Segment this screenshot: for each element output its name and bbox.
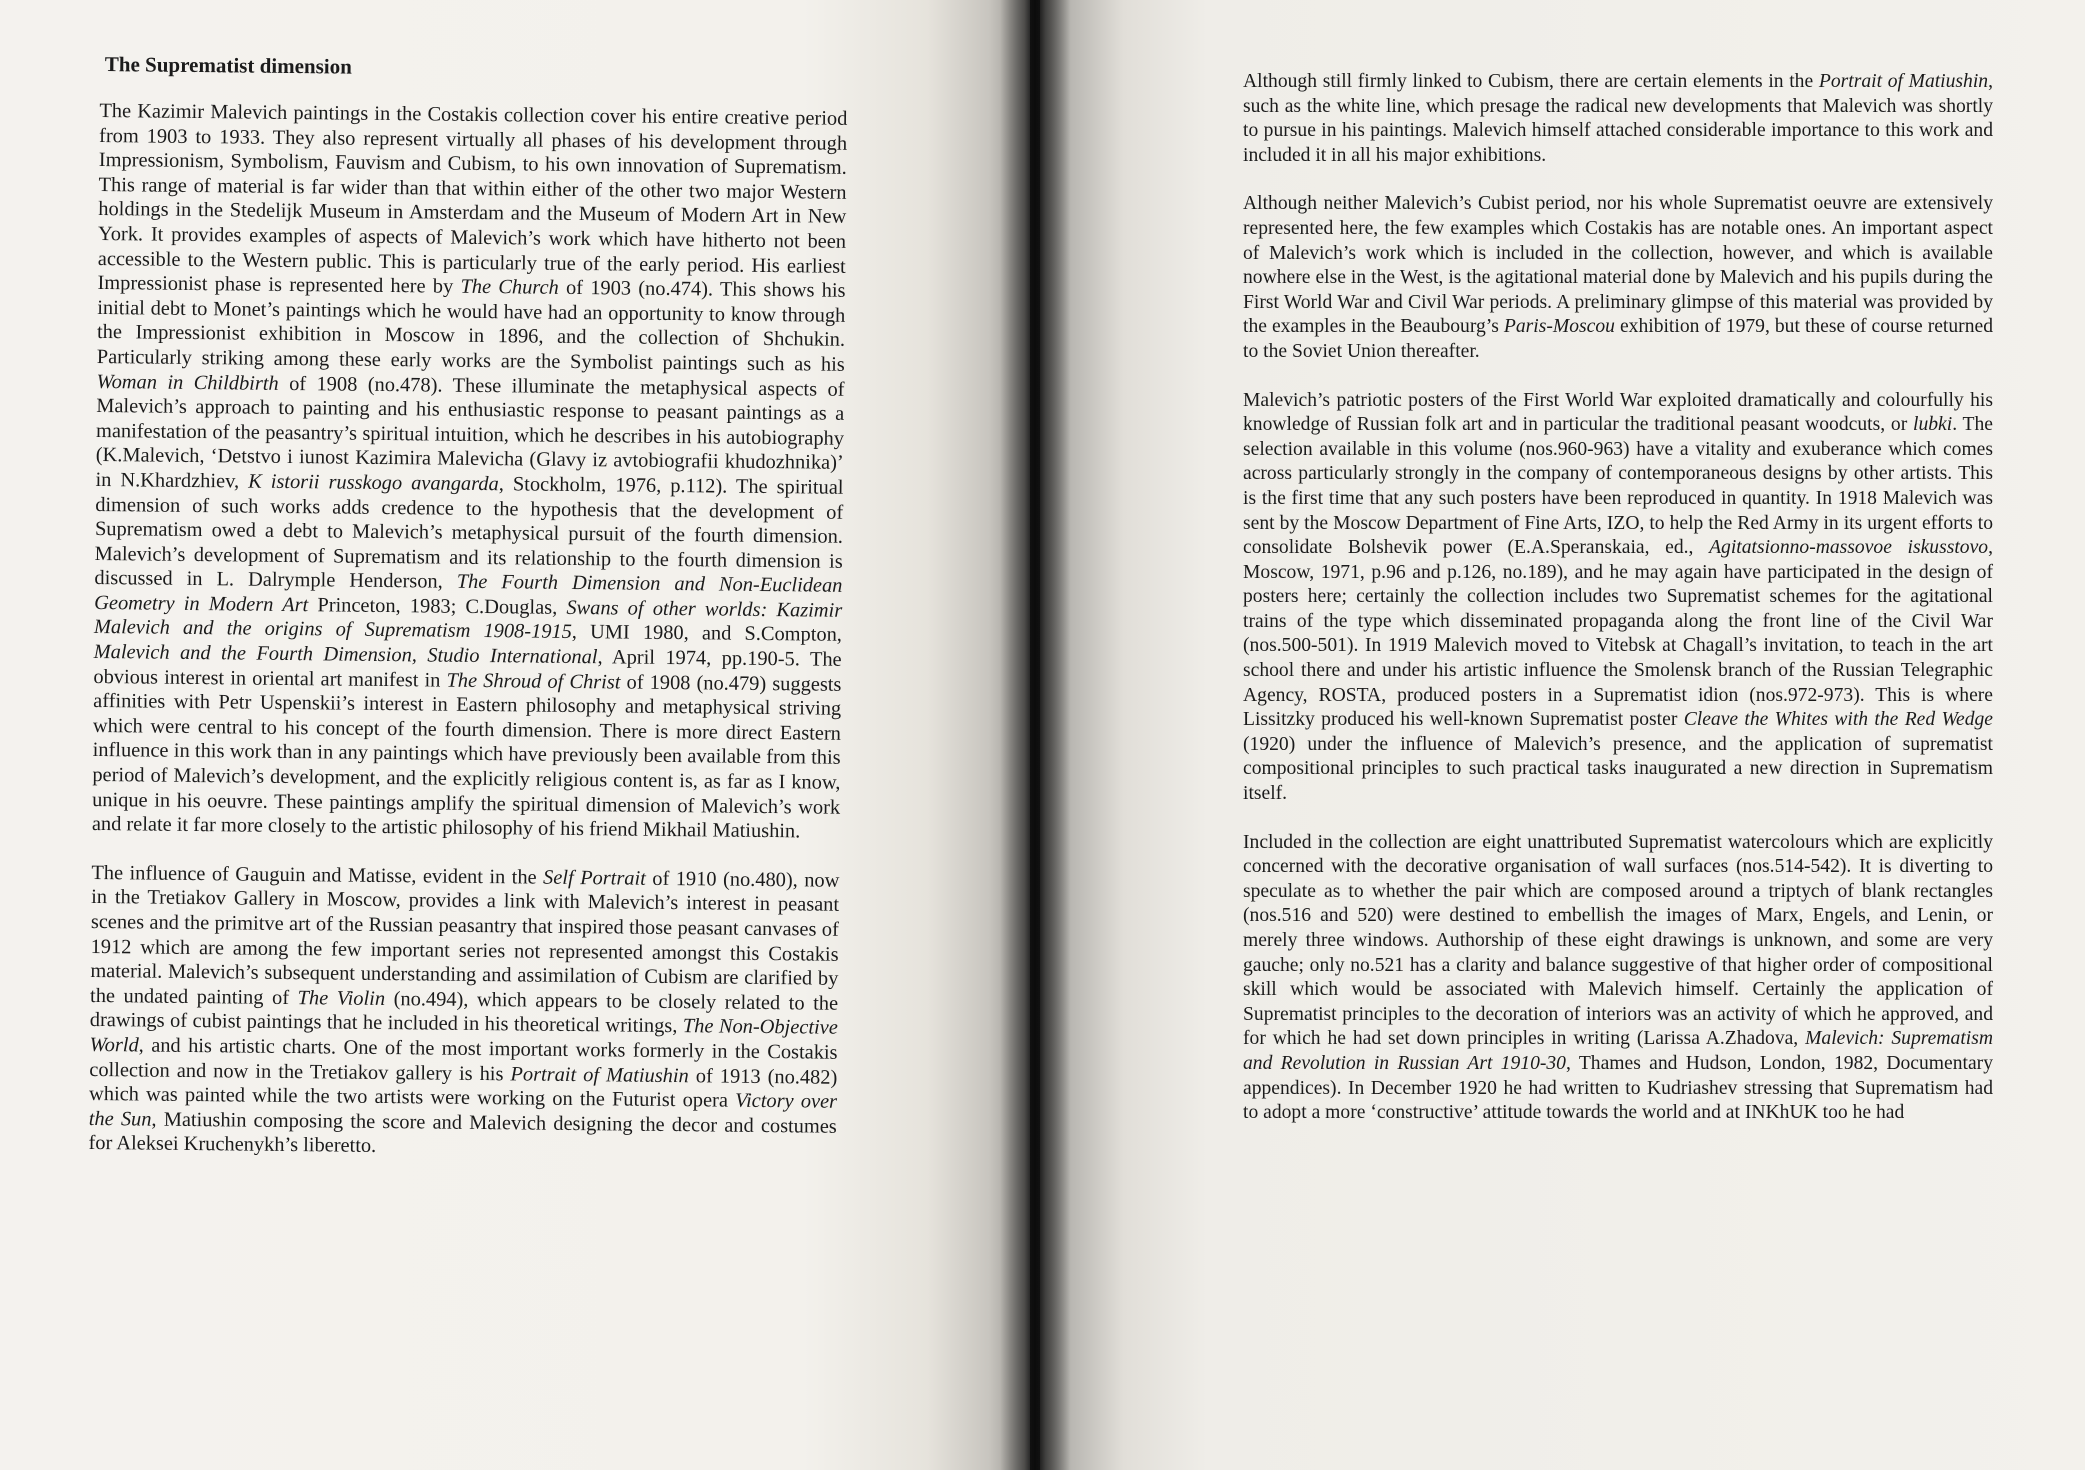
paragraph xyxy=(1243,389,1993,807)
paragraph xyxy=(1243,192,1993,364)
book-gutter xyxy=(1000,0,1070,1470)
text-run: . The selection available in this volume (nos.960-963) have a vitality and exuberance which comes across particularly strongly in the company of contemporaneous designs by other artists. This is the first time that any such posters have been reproduced in quantity. In 1918 Malevich was sent by the Moscow Department of Fine Arts, IZO, to help the Red Army in its urgent efforts to consolidate Bolshevik power (E.A.Speranskaia, ed., xyxy=(1243,414,1994,559)
text-run: , such as the white line, which presage the radical new developments that Malevich was shortly to pursue in his paintings. Malevich himself attached considerable importance to this work and included it in all his major exhibitions. xyxy=(1243,71,1993,166)
italic-title: lubki xyxy=(1913,414,1953,436)
text-run: , UMI 1980, and S.Compton, xyxy=(571,621,843,647)
text-run: , Matiushin composing the score and Malevich designing the decor and costumes for Aleksei Kruchenykh’s liberetto. xyxy=(88,1108,837,1158)
paragraph xyxy=(88,861,839,1164)
italic-title: Self Portrait xyxy=(542,866,646,890)
text-run: Included in the collection are eight unattributed Suprematist watercolours which are explicitly concerned with the decorative organisation of wall surfaces (nos.514-542). It is diverting to speculate as to whether the pair which are composed around a triptych of blank rectangles (nos.516 and 520) were destined to embellish the images of Marx, Engels, and Lenin, or merely three windows. Authorship of these eight drawings is unknown, and some are very gauche; only no.521 has a clarity and balance suggestive of that higher order of compositional skill which would be associated with Malevich himself. Certainly the application of Suprematist principles to the decoration of interiors was an activity of which he approved, and for which he had set down principles in writing (Larissa A.Zhadova, xyxy=(1243,831,1993,1050)
italic-title: Agitatsionno-massovoe iskusstovo xyxy=(1709,537,1989,559)
italic-title: The Non-Objective World xyxy=(89,1015,838,1057)
text-run: exhibition of 1979, but these of course returned to the Soviet Union thereafter. xyxy=(1243,316,1993,362)
text-run: The influence of Gauguin and Matisse, evident in the xyxy=(91,861,544,889)
italic-title: The Fourth Dimension and Non-Euclidean Geometry in Modern Art xyxy=(94,571,843,617)
italic-title: Portrait of Matiushin xyxy=(1818,71,1989,92)
italic-title: The Shroud of Christ xyxy=(446,669,621,694)
text-run: Although neither Malevich’s Cubist period, nor his whole Suprematist oeuvre are extensively represented here, the few examples which Costakis has are notable ones. An important aspect of Malevich’s work which is included in the collection, however, and which is available nowhere else in the West, is the agitational material done by Malevich and his pupils during the First World War and Civil War periods. A preliminary glimpse of this material was provided by the examples in the Beaubourg’s xyxy=(1243,193,1993,338)
text-run: (1920) under the influence of Malevich’s presence, and the application of suprematist compositional principles to such practical tasks inaugurated a new direction in Suprematism itself. xyxy=(1243,733,1993,805)
left-text-column xyxy=(88,52,848,1188)
italic-title: Swans of other worlds: Kazimir Malevich and the origins of Suprematism 1908-1915 xyxy=(93,596,843,644)
left-page xyxy=(0,0,1030,1470)
text-run: , Thames and Hudson, London, 1982, Documentary appendices). In December 1920 he had written to Kudriashev stressing that Suprematism had to adopt a more ‘constructive’ attitude towards the world and at INKhUK too he had xyxy=(1243,1052,1993,1124)
text-run: , Stockholm, 1976, p.112). The spiritual dimension of such works adds credence to the hypothesis that the development of Suprematism owed a debt to Malevich’s metaphysical pursuit of the fourth dimension. Malevich’s development of Suprematism and its relationship to the fourth dimension is discussed in L. Dalrymple Henderson, xyxy=(94,473,844,594)
paragraph xyxy=(1243,70,1993,168)
text-run: , and his artistic charts. One of the most important works formerly in the Costakis collection and now in the Tretiakov gallery is his xyxy=(89,1034,838,1085)
italic-title: Malevich: Suprematism and Revolution in Russian Art 1910-30 xyxy=(1243,1028,1993,1074)
italic-title: The Church xyxy=(460,275,559,299)
text-run: of 1908 (no.478). These illuminate the metaphysical aspects of Malevich’s approach to painting and his enthusiastic response to peasant paintings as a manifestation of the peasantry’s spiritual intuition, which he describes in his autobiography (K.Malevich, ‘Detstvo i iunost Kazimira Malevicha (Glavy iz avtobiografii khudozhnika)’ in N.Khardzhiev, xyxy=(95,372,845,493)
text-run: , Moscow, 1971, p.96 and p.126, no.189), and he may again have participated in the design of posters here; certainly the collection includes two Suprematist schemes for the agitational trains of the type which disseminated propaganda along the front line of the Civil War (nos.500-501). In 1919 Malevich moved to Vitebsk at Chagall’s invitation, to teach in the art school there and under his artistic influence the Smolensk branch of the Russian Telegraphic Agency, ROSTA, produced posters in a Suprematist idion (nos.972-973). This is where Lissitzky produced his well-known Suprematist poster xyxy=(1243,537,1993,731)
text-run: Princeton, 1983; C.Douglas, xyxy=(308,594,567,619)
italic-title: Portrait of Matiushin xyxy=(510,1062,689,1087)
right-text-column xyxy=(1243,70,1993,1150)
italic-title: Cleave the Whites with the Red Wedge xyxy=(1683,709,1993,731)
italic-title: The Violin xyxy=(297,986,386,1010)
right-paragraphs xyxy=(1243,70,1993,1126)
italic-title: K istorii russkogo avangarda xyxy=(248,470,499,496)
text-run: of 1903 (no.474). This shows his initial debt to Monet’s paintings which he would have had an opportunity to know through the Impressionist exhibition in Moscow in 1896, and the collection of Shchukin. Particularly striking among these early works are the Symbolist paintings such as his xyxy=(96,276,846,376)
text-run: of 1910 (no.480), now in the Tretiakov Gallery in Moscow, provides a link with Malevich’s interest in peasant scenes and the primitve art of the Russian peasantry that inspired those peasant canvases of 1912 which are among the few important series not represented amongst this Costakis material. Malevich’s subsequent understanding and assimilation of Cubism are clarified by the undated painting of xyxy=(90,867,840,1009)
italic-title: Woman in Childbirth xyxy=(96,370,279,395)
text-run: Although still firmly linked to Cubism, there are certain elements in the xyxy=(1243,71,1819,92)
text-run: of 1913 (no.482) which was painted while the two artists were working on the Futurist opera xyxy=(88,1064,838,1112)
italic-title: Paris-Moscou xyxy=(1503,316,1615,338)
left-paragraphs xyxy=(88,99,847,1164)
paragraph xyxy=(92,99,848,845)
text-run: Malevich’s patriotic posters of the First World War exploited dramatically and colourfully his knowledge of Russian folk art and in particular the traditional peasant woodcuts, or xyxy=(1243,389,1993,436)
text-run: (no.494), which appears to be closely related to the drawings of cubist paintings that he included in his theoretical writings, xyxy=(89,987,839,1038)
text-run: The Kazimir Malevich paintings in the Costakis collection cover his entire creative period from 1903 to 1933. They also represent virtually all phases of his development through Impressionism, Symbolism, Fauvism and Cubism, to his own innovation of Suprematism. This range of material is far wider than that within either of the other two major Western holdings in the Stedelijk Museum in Amsterdam and the Museum of Modern Art in New York. It provides examples of aspects of Malevich’s work which have hitherto not been accessible to the Western public. This is particularly true of the early period. His earliest Impressionist phase is represented here by xyxy=(97,99,848,298)
section-heading: The Suprematist dimension xyxy=(104,52,352,79)
text-run: of 1908 (no.479) suggests affinities with Petr Uspenskii’s interest in Eastern philosophy and metaphysical striving which were central to his concept of the fourth dimension. There is more direct Eastern influence in this work than in any paintings which have previously been available from this period of Malevich’s development, and the explicitly religious content is, as far as I know, unique in his oeuvre. These paintings amplify the spiritual dimension of Malevich’s work and relate it far more closely to the artistic philosophy of his friend Mikhail Matiushin. xyxy=(91,671,842,843)
italic-title: Malevich and the Fourth Dimension, Studio International xyxy=(93,641,598,669)
text-run: , April 1974, pp.190-5. The obvious interest in oriental art manifest in xyxy=(93,646,842,692)
paragraph xyxy=(1243,831,1993,1126)
italic-title: Victory over the Sun xyxy=(88,1089,838,1131)
